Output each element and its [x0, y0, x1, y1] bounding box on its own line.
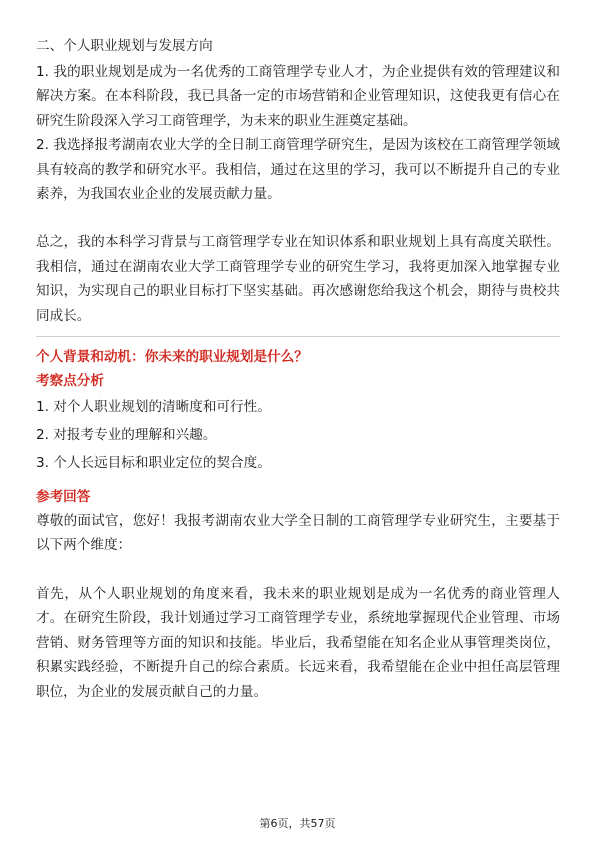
section-heading: 二、个人职业规划与发展方向: [36, 38, 213, 54]
answer-intro: 尊敬的面试官，您好！我报考湖南农业大学全日制的工商管理学专业研究生，主要基于以下两个维度：: [36, 513, 560, 554]
analysis-item: 2. 对报考专业的理解和兴趣。: [36, 427, 217, 444]
analysis-heading: 考察点分析: [36, 373, 104, 390]
spacer: [36, 558, 560, 582]
analysis-item: 1. 对个人职业规划的清晰度和可行性。: [36, 399, 271, 416]
paragraph-career-plan: 1. 我的职业规划是成为一名优秀的工商管理学专业人才，为企业提供有效的管理建议和解决方案。在本科阶段，我已具备一定的市场营销和企业管理知识，这使我更有信心在研究生阶段深入学习工商管理学，为未来的职业生涯奠定基础。: [36, 64, 560, 129]
document-page: [36, 34, 560, 704]
paragraph-school-choice: 2. 我选择报考湖南农业大学的全日制工商管理学研究生，是因为该校在工商管理学领域具有较高的教学和研究水平。我相信，通过在这里的学习，我可以不断提升自己的专业素养，为我国农业企业的发展贡献力量。: [36, 137, 560, 203]
paragraph-summary: 总之，我的本科学习背景与工商管理学专业在知识体系和职业规划上具有高度关联性。我相信，通过在湖南农业大学工商管理学专业的研究生学习，我将更加深入地掌握专业知识，为实现自己的职业目标打下坚实基础。再次感谢您给我这个机会，期待与贵校共同成长。: [36, 234, 560, 324]
analysis-item: 3. 个人长远目标和职业定位的契合度。: [36, 455, 271, 472]
question-title: 个人背景和动机：你未来的职业规划是什么？: [36, 349, 308, 366]
section-divider: [36, 336, 560, 337]
spacer: [36, 206, 560, 230]
answer-heading: 参考回答: [36, 489, 91, 506]
page-number: 第6页，共57页: [259, 817, 336, 830]
answer-paragraph: 首先，从个人职业规划的角度来看，我未来的职业规划是成为一名优秀的商业管理人才。在研究生阶段，我计划通过学习工商管理学专业，系统地掌握现代企业管理、市场营销、财务管理等方面的知识和技能。毕业后，我希望能在知名企业从事管理类岗位，积累实践经验，不断提升自己的综合素质。长远来看，我希望能在企业中担任高层管理职位，为企业的发展贡献自己的力量。: [36, 585, 560, 700]
